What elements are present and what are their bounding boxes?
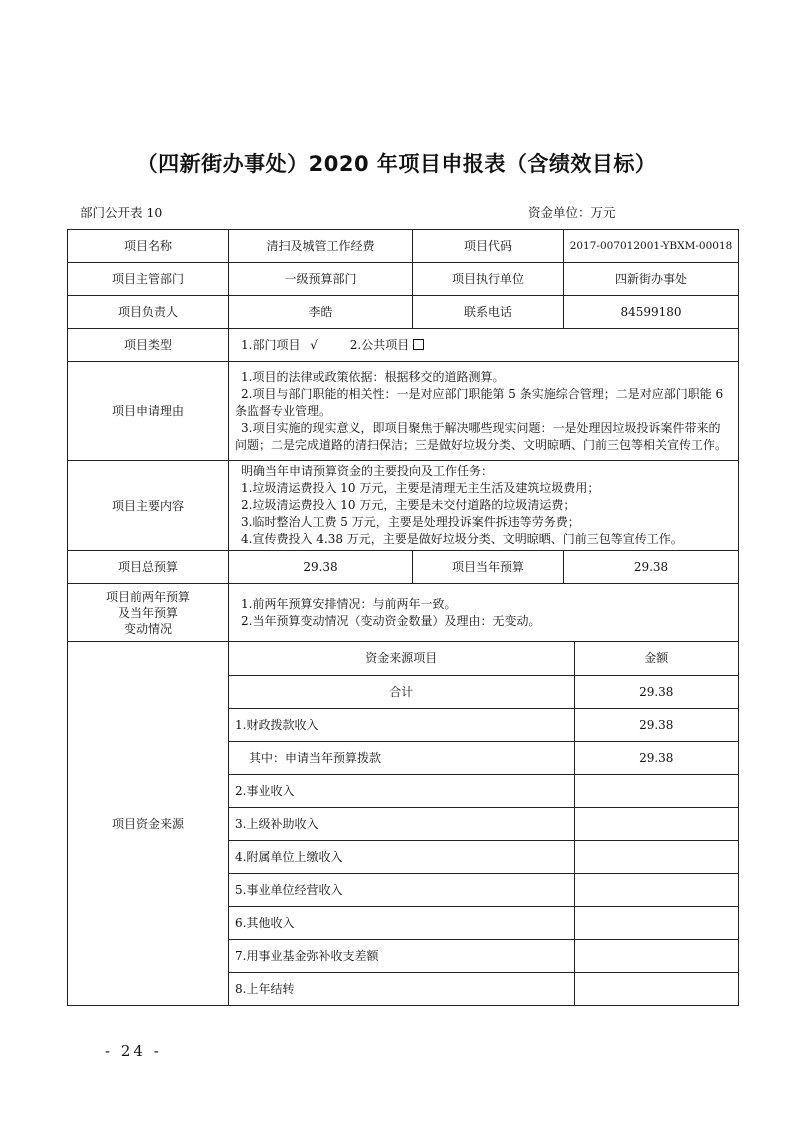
funding-row-amount bbox=[574, 906, 738, 939]
value-exec-unit: 四新街办事处 bbox=[564, 263, 739, 296]
value-project-name: 清扫及城管工作经费 bbox=[229, 230, 413, 263]
value-budget-change bbox=[229, 584, 739, 642]
funding-row-amount bbox=[574, 807, 738, 840]
content-line: 明确当年申请预算资金的主要投向及工作任务： bbox=[241, 464, 494, 478]
label-project-name: 项目名称 bbox=[68, 230, 229, 263]
funding-row-amount bbox=[574, 939, 738, 972]
funding-row-item: 8.上年结转 bbox=[229, 972, 574, 1005]
funding-row-item: 合计 bbox=[229, 675, 574, 708]
type-option-dept: 1.部门项目 bbox=[241, 338, 301, 352]
content-line: 2.垃圾清运费投入 10 万元，主要是未交付道路的垃圾清运费； bbox=[241, 498, 576, 512]
page-title: （四新街办事处）2020 年项目申报表（含绩效目标） bbox=[136, 152, 657, 176]
value-content bbox=[229, 461, 739, 551]
empty-checkbox-icon bbox=[413, 339, 424, 350]
value-total-budget: 29.38 bbox=[229, 551, 413, 584]
label-type: 项目类型 bbox=[68, 329, 229, 362]
table-number: 部门公开表 10 bbox=[80, 205, 163, 220]
funding-row-amount bbox=[574, 840, 738, 873]
label-phone: 联系电话 bbox=[413, 296, 564, 329]
funding-row-amount: 29.38 bbox=[574, 675, 738, 708]
funding-row-amount bbox=[574, 774, 738, 807]
funding-source-cell bbox=[229, 642, 739, 1006]
funding-row-item: 2.事业收入 bbox=[229, 774, 574, 807]
funding-row-item: 3.上级补助收入 bbox=[229, 807, 574, 840]
type-option-public: 2.公共项目 bbox=[349, 338, 410, 352]
funding-row-item: 其中：申请当年预算拨款 bbox=[229, 741, 574, 774]
funding-row-amount: 29.38 bbox=[574, 741, 738, 774]
change-line: 1.前两年预算安排情况：与前两年一致。 bbox=[241, 596, 457, 611]
label-content: 项目主要内容 bbox=[68, 461, 229, 551]
label-total-budget: 项目总预算 bbox=[68, 551, 229, 584]
content-line: 4.宣传费投入 4.38 万元，主要是做好垃圾分类、文明晾晒、门前三包等宣传工作。 bbox=[241, 532, 683, 546]
currency-unit: 资金单位：万元 bbox=[528, 205, 616, 220]
value-owner: 李皓 bbox=[229, 296, 413, 329]
project-application-table bbox=[67, 229, 739, 1006]
funding-row-amount bbox=[574, 873, 738, 906]
label-owner: 项目负责人 bbox=[68, 296, 229, 329]
funding-row-item: 1.财政拨款收入 bbox=[229, 708, 574, 741]
label-budget-change bbox=[68, 584, 229, 642]
label-line: 项目前两年预算 bbox=[105, 589, 190, 604]
funding-row-item: 4.附属单位上缴收入 bbox=[229, 840, 574, 873]
label-line: 变动情况 bbox=[123, 621, 172, 636]
value-type bbox=[229, 329, 739, 362]
label-line: 及当年预算 bbox=[117, 605, 178, 620]
label-funding-source: 项目资金来源 bbox=[68, 642, 229, 1006]
funding-header-amount: 金额 bbox=[574, 642, 738, 675]
change-line: 2.当年预算变动情况（变动资金数量）及理由：无变动。 bbox=[241, 613, 541, 628]
funding-row-amount: 29.38 bbox=[574, 708, 738, 741]
funding-row-item: 6.其他收入 bbox=[229, 906, 574, 939]
value-reason bbox=[229, 362, 739, 461]
funding-row-amount bbox=[574, 972, 738, 1005]
value-project-code: 2017-007012001-YBXM-00018 bbox=[564, 230, 739, 263]
funding-row-item: 5.事业单位经营收入 bbox=[229, 873, 574, 906]
label-reason: 项目申请理由 bbox=[68, 362, 229, 461]
content-line: 3.临时整治人工费 5 万元，主要是处理投诉案件拆违等劳务费； bbox=[241, 515, 580, 529]
content-line: 1.垃圾清运费投入 10 万元，主要是清理无主生活及建筑垃圾费用； bbox=[241, 481, 600, 495]
label-dept: 项目主管部门 bbox=[68, 263, 229, 296]
funding-source-table bbox=[229, 642, 738, 1005]
label-year-budget: 项目当年预算 bbox=[413, 551, 564, 584]
check-mark-icon: √ bbox=[310, 338, 318, 352]
value-phone: 84599180 bbox=[564, 296, 739, 329]
label-project-code: 项目代码 bbox=[413, 230, 564, 263]
value-dept: 一级预算部门 bbox=[229, 263, 413, 296]
funding-row-item: 7.用事业基金弥补收支差额 bbox=[229, 939, 574, 972]
label-exec-unit: 项目执行单位 bbox=[413, 263, 564, 296]
reason-line: 1.项目的法律或政策依据：根据移交的道路测算。 bbox=[241, 369, 505, 384]
reason-line: 2.项目与部门职能的相关性：一是对应部门职能第 5 条实施综合管理；二是对应部门职能 6 条监督专业管理。 bbox=[235, 386, 724, 418]
page-number: - 24 - bbox=[105, 1042, 162, 1060]
value-year-budget: 29.38 bbox=[564, 551, 739, 584]
reason-line: 3.项目实施的现实意义，即项目聚焦于解决哪些现实问题：一是处理因垃圾投诉案件带来的问题；二是完成道路的清扫保洁；三是做好垃圾分类、文明晾晒、门前三包等相关宣传工作。 bbox=[235, 420, 728, 452]
funding-header-item: 资金来源项目 bbox=[229, 642, 574, 675]
